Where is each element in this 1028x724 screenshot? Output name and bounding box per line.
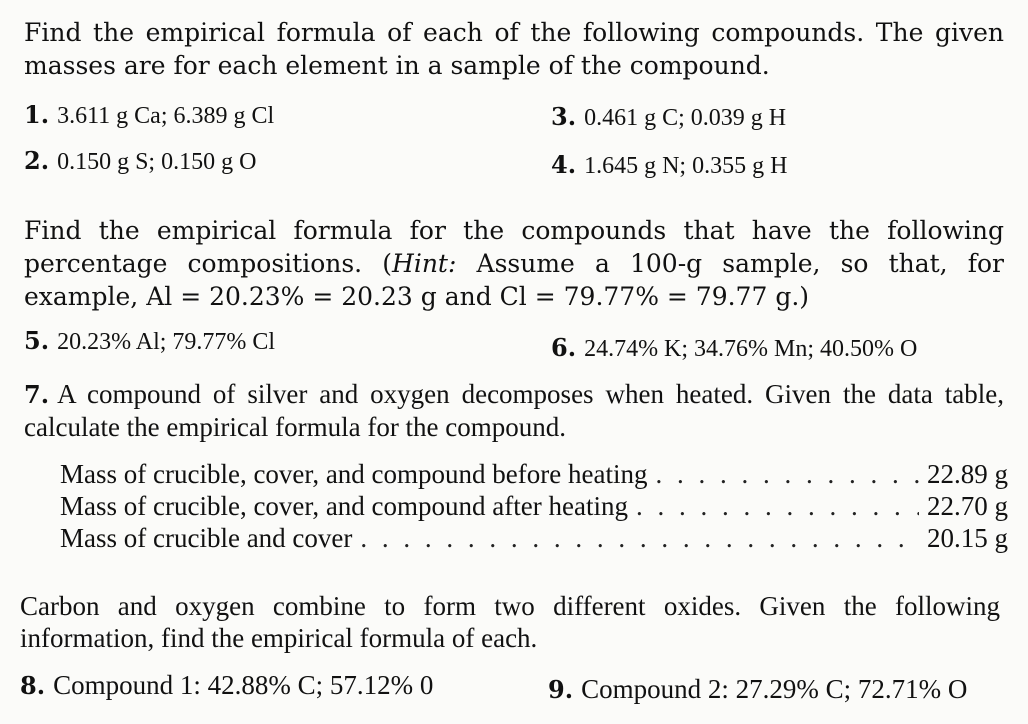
problem-6 — [551, 333, 917, 364]
row-value: 22.70 g — [927, 491, 1008, 521]
intro2-text-start: Find the empirical formula for the compounds that have the following percentage compositions. ( — [24, 216, 1004, 278]
row-label: Mass of crucible and cover — [60, 523, 353, 553]
problem-8 — [20, 670, 433, 701]
problem-number: 6. — [551, 333, 577, 362]
row-value: 22.89 g — [927, 459, 1008, 489]
problem-number: 7. — [24, 380, 50, 409]
problem-text: 3.611 g Ca; 6.389 g Cl — [57, 103, 275, 129]
problem-1 — [24, 100, 274, 131]
problem-3 — [551, 102, 786, 133]
intro-paragraph-percentages — [24, 214, 1004, 313]
data-table-row — [60, 458, 1008, 490]
problem-number: 5. — [24, 326, 50, 355]
problem-2 — [24, 146, 256, 177]
problem-number: 3. — [551, 102, 577, 131]
problem-number: 8. — [20, 671, 46, 700]
problem-5 — [24, 326, 275, 357]
problem-text: Compound 2: 27.29% C; 72.71% O — [581, 674, 968, 704]
problem-number: 1. — [24, 100, 50, 129]
data-table-row — [60, 522, 1008, 554]
problem-9 — [548, 674, 967, 705]
problem-text: 0.150 g S; 0.150 g O — [57, 149, 257, 175]
data-table-row — [60, 490, 1008, 522]
problem-text: 0.461 g C; 0.039 g H — [584, 105, 787, 131]
problem-text: 1.645 g N; 0.355 g H — [584, 153, 788, 179]
row-label: Mass of crucible, cover, and compound before heating — [60, 459, 648, 489]
leader-dots — [360, 522, 919, 554]
problem-text: Compound 1: 42.88% C; 57.12% 0 — [53, 670, 434, 700]
intro-paragraph-masses: Find the empirical formula of each of the following compounds. The given masses are for each element in a sample of the compound. — [24, 18, 1004, 80]
problem-text: A compound of silver and oxygen decomposes when heated. Given the data table, calculate the empirical formula for the compound. — [24, 379, 1004, 442]
intro-paragraph-oxides: Carbon and oxygen combine to form two different oxides. Given the following information, find the empirical formula of each. — [20, 591, 1000, 653]
problem-number: 4. — [551, 150, 577, 179]
row-label: Mass of crucible, cover, and compound after heating — [60, 491, 628, 521]
problem-text: 20.23% Al; 79.77% Cl — [57, 329, 276, 355]
leader-dots — [655, 458, 919, 490]
hint-label: Hint: — [392, 249, 457, 278]
row-value: 20.15 g — [927, 523, 1008, 553]
leader-dots — [636, 490, 919, 522]
problem-7 — [24, 378, 1004, 443]
problem-number: 2. — [24, 146, 50, 175]
problem-4 — [551, 150, 787, 181]
problem-number: 9. — [548, 675, 574, 704]
intro2-text-end: Assume a 100-g sample, so that, for example, Al = 20.23% = 20.23 g and Cl = 79.77% = 79.77 g.) — [24, 249, 1004, 311]
problem-text: 24.74% K; 34.76% Mn; 40.50% O — [584, 336, 918, 362]
